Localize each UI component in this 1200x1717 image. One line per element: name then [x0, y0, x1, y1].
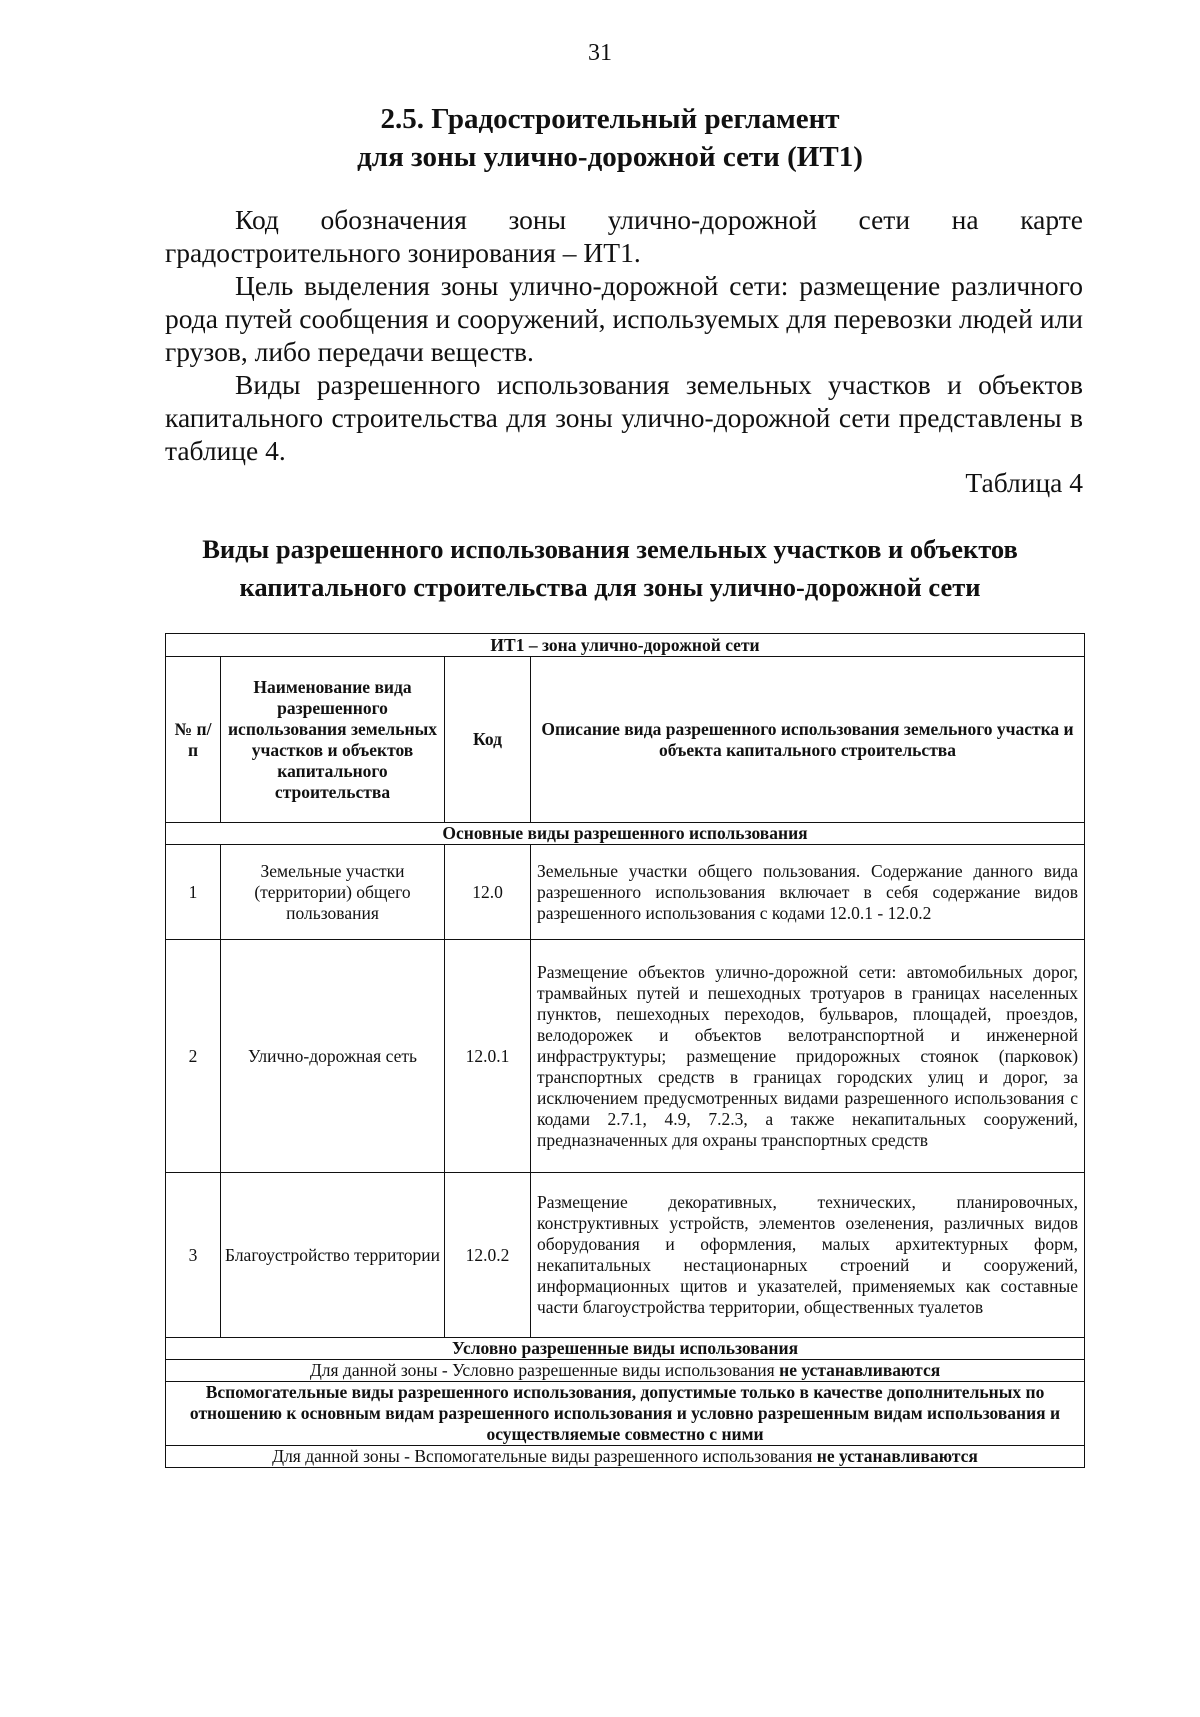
- conditional-note-text: Для данной зоны - Условно разрешенные виды использования: [309, 1360, 780, 1380]
- row-name: Улично-дорожная сеть: [221, 940, 445, 1173]
- column-header-name: Наименование вида разрешенного использования земельных участков и объектов капитального строительства: [221, 657, 445, 823]
- auxiliary-note-text: Для данной зоны - Вспомогательные виды разрешенного использования: [272, 1446, 817, 1466]
- row-code: 12.0.1: [445, 940, 531, 1173]
- conditional-section-row: [166, 1338, 1085, 1360]
- conditional-note-row: [166, 1360, 1085, 1382]
- regulation-table: [165, 633, 1085, 1468]
- row-description: Размещение декоративных, технических, планировочных, конструктивных устройств, элементов озеленения, различных видов оборудования и оформления, малых архитектурных форм, некапитальных нестационарных строений и сооружений, информационных щитов и указателей, применяемых как составные части благоустройства территории, общественных туалетов: [531, 1173, 1085, 1338]
- table-column-header-row: [166, 657, 1085, 823]
- row-code: 12.0.2: [445, 1173, 531, 1338]
- conditional-note: [166, 1360, 1085, 1382]
- column-header-num: № п/п: [166, 657, 221, 823]
- section-title: [150, 100, 1070, 176]
- auxiliary-section-title: Вспомогательные виды разрешенного использования, допустимые только в качестве дополнительных по отношению к основным видам разрешенного использования и условно разрешенным видам использования и осуществляемые совместно с ними: [166, 1382, 1085, 1446]
- column-header-code: Код: [445, 657, 531, 823]
- main-section-title: Основные виды разрешенного использования: [166, 823, 1085, 845]
- conditional-section-title: Условно разрешенные виды использования: [166, 1338, 1085, 1360]
- zone-header: ИТ1 – зона улично-дорожной сети: [166, 634, 1085, 657]
- page-number: 31: [588, 40, 612, 66]
- paragraph-table-reference: Виды разрешенного использования земельных участков и объектов капитального строительства для зоны улично-дорожной сети представлены в таблице 4.: [165, 369, 1083, 466]
- row-code: 12.0: [445, 845, 531, 940]
- row-num: 2: [166, 940, 221, 1173]
- auxiliary-note-row: [166, 1446, 1085, 1468]
- paragraph-zone-purpose: Цель выделения зоны улично-дорожной сети: размещение различного рода путей сообщения и сооружений, используемых для перевозки людей или грузов, либо передачи веществ.: [165, 270, 1083, 367]
- table-title: [150, 530, 1070, 606]
- row-description: Земельные участки общего пользования. Содержание данного вида разрешенного использования включает в себя содержание видов разрешенного использования с кодами 12.0.1 - 12.0.2: [531, 845, 1085, 940]
- table-row: [166, 1173, 1085, 1338]
- table-row: [166, 940, 1085, 1173]
- table-title-line1: Виды разрешенного использования земельных участков и объектов: [202, 534, 1018, 564]
- row-num: 3: [166, 1173, 221, 1338]
- row-name: Благоустройство территории: [221, 1173, 445, 1338]
- table-zone-header-row: [166, 634, 1085, 657]
- table-caption: Таблица 4: [965, 467, 1083, 498]
- body-text: [165, 203, 1083, 467]
- auxiliary-section-row: [166, 1382, 1085, 1446]
- row-name: Земельные участки (территории) общего пользования: [221, 845, 445, 940]
- section-title-line2: для зоны улично-дорожной сети (ИТ1): [357, 141, 863, 173]
- table-title-line2: капитального строительства для зоны улично-дорожной сети: [239, 572, 981, 602]
- auxiliary-note-emphasis: не устанавливаются: [816, 1446, 978, 1466]
- table-row: [166, 845, 1085, 940]
- auxiliary-note: [166, 1446, 1085, 1468]
- row-num: 1: [166, 845, 221, 940]
- row-description: Размещение объектов улично-дорожной сети: автомобильных дорог, трамвайных путей и пешеходных тротуаров в границах населенных пунктов, пешеходных переходов, бульваров, площадей, проездов, велодорожек и объектов велотранспортной и инженерной инфраструктуры; размещение придорожных стоянок (парковок) транспортных средств в границах городских улиц и дорог, за исключением предусмотренных видами разрешенного использования с кодами 2.7.1, 4.9, 7.2.3, а также некапитальных сооружений, предназначенных для охраны транспортных средств: [531, 940, 1085, 1173]
- section-title-line1: 2.5. Градостроительный регламент: [380, 103, 840, 135]
- column-header-description: Описание вида разрешенного использования земельного участка и объекта капитального строительства: [531, 657, 1085, 823]
- conditional-note-emphasis: не устанавливаются: [779, 1360, 941, 1380]
- main-section-row: [166, 823, 1085, 845]
- paragraph-zone-code: Код обозначения зоны улично-дорожной сети на карте градостроительного зонирования – ИТ1.: [165, 204, 1083, 268]
